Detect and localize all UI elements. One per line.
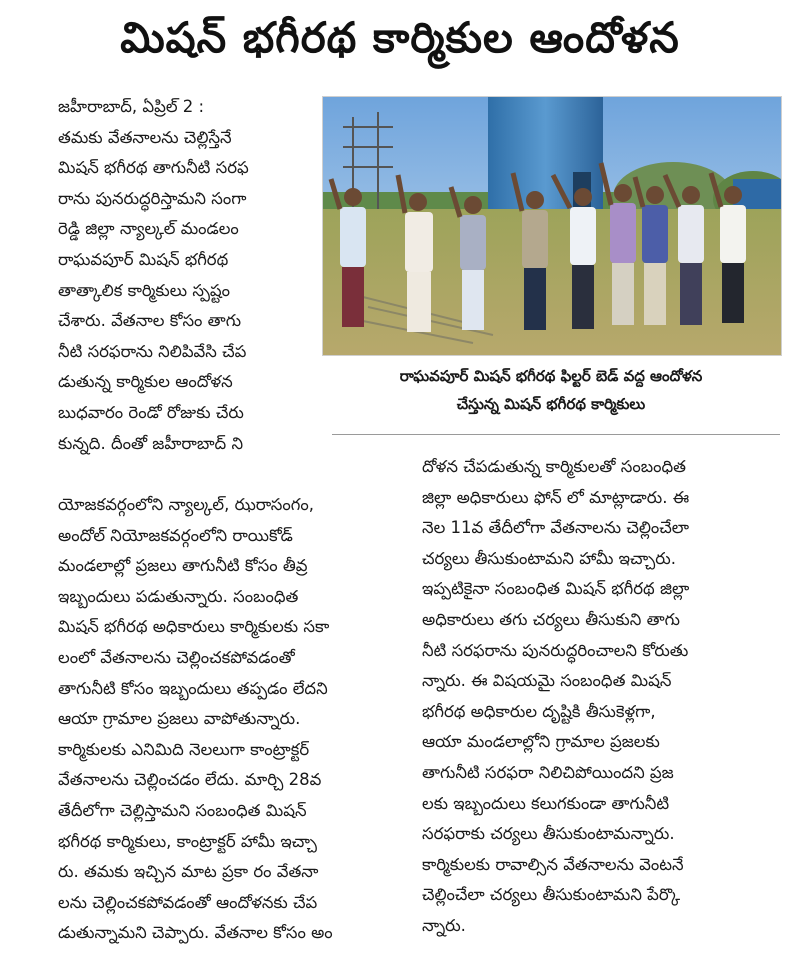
article-line: రాఘవపూర్ మిషన్ భగీరథ xyxy=(58,249,229,269)
article-line: మిషన్ భగీరథ తాగునీటి సరఫ xyxy=(58,158,249,178)
article-line: సరఫరాకు చర్యలు తీసుకుంటామన్నారు. xyxy=(422,824,675,844)
article-line: మండలాల్లో ప్రజలు తాగునీటి కోసం తీవ్ర xyxy=(58,556,308,576)
article-line: ఇప్పటికైనా సంబంధిత మిషన్ భగీరథ జిల్లా xyxy=(422,579,690,599)
article-line: లను చెల్లించకపోవడంతో ఆందోళనకు చేప xyxy=(58,892,318,912)
article-line: రెడ్డి జిల్లా న్యాల్కల్ మండలం xyxy=(58,219,239,239)
article-line: ఇబ్బందులు పడుతున్నారు. సంబంధిత xyxy=(58,586,299,606)
article-line: లంలో వేతనాలను చెల్లించకపోవడంతో xyxy=(58,647,295,667)
article-line: తేదీలోగా చెల్లిస్తామని సంబంధిత మిషన్ xyxy=(58,800,307,820)
caption-line-2: చేస్తున్న మిషన్ భగీరథ కార్మికులు xyxy=(456,395,646,413)
article-column-1-continued xyxy=(58,490,408,949)
article-line: లకు ఇబ్బందులు కలుగకుండా తాగునీటి xyxy=(422,793,670,813)
article-line: తాగునీటి సరఫరా నిలిచిపోయిందని ప్రజ xyxy=(422,762,674,782)
article-line: డుతున్న కార్మికుల ఆందోళన xyxy=(58,372,233,392)
article-line: నీటి సరఫరాను నిలిపివేసి చేప xyxy=(58,341,247,361)
article-line: చర్యలు తీసుకుంటామని హామీ ఇచ్చారు. xyxy=(422,548,676,568)
article-line: న్నారు. xyxy=(422,915,466,935)
article-line: మిషన్ భగీరథ అధికారులు కార్మికులకు సకా xyxy=(58,617,330,637)
article-column-2 xyxy=(422,452,782,942)
workers-protest-photo xyxy=(323,97,781,355)
photo-caption xyxy=(322,362,780,418)
article-line: కార్మికులకు రావాల్సిన వేతనాలను వెంటనే xyxy=(422,854,684,874)
article-line: భగీరథ కార్మికులు, కాంట్రాక్టర్ హామీ ఇచ్చా xyxy=(58,831,317,851)
article-line: ఆయా మండలాల్లోని గ్రామాల ప్రజలకు xyxy=(422,732,660,752)
article-line: నీటి సరఫరాను పునరుద్ధరించాలని కోరుతు xyxy=(422,640,689,660)
article-line: యోజకవర్గంలోని న్యాల్కల్, ఝరాసంగం, xyxy=(58,495,314,514)
article-line: వేతనాలను చెల్లించడం లేదు. మార్చి 28వ xyxy=(58,770,322,790)
article-line: నెల 11వ తేదీలోగా వేతనాలను చెల్లించేలా xyxy=(422,518,690,538)
article-line: కార్మికులకు ఎనిమిది నెలలుగా కాంట్రాక్టర్ xyxy=(58,739,310,759)
article-column-1 xyxy=(58,92,320,459)
article-line: రాను పునరుద్ధరిస్తామని సంగా xyxy=(58,188,247,208)
article-line: దోళన చేపడుతున్న కార్మికులతో సంబంధిత xyxy=(422,457,686,476)
caption-line-1: రాఘవపూర్ మిషన్ భగీరథ ఫిల్టర్ బెడ్ వద్ద ఆందోళన xyxy=(399,367,703,385)
article-line: తమకు వేతనాలను చెల్లిస్తేనే xyxy=(58,127,232,147)
article-line: చెల్లించేలా చర్యలు తీసుకుంటామని పేర్కొ xyxy=(422,885,681,905)
article-line: కున్నది. దీంతో జహీరాబాద్ ని xyxy=(58,433,244,453)
headline: మిషన్ భగీరథ కార్మికుల ఆందోళన xyxy=(120,13,680,62)
caption-divider xyxy=(332,434,780,435)
article-line: జహీరాబాద్, ఏప్రిల్ 2 : xyxy=(58,97,205,116)
article-line: డుతున్నామని చెప్పారు. వేతనాల కోసం అం xyxy=(58,923,333,943)
article-line: ఆయా గ్రామాల ప్రజలు వాపోతున్నారు. xyxy=(58,709,301,729)
article-line: చేశారు. వేతనాల కోసం తాగు xyxy=(58,311,242,331)
article-line: తాత్కాలిక కార్మికులు స్పష్టం xyxy=(58,280,231,300)
article-line: అధికారులు తగు చర్యలు తీసుకుని తాగు xyxy=(422,609,680,629)
article-line: భగీరథ అధికారుల దృష్టికి తీసుకెళ్లగా, xyxy=(422,701,656,721)
article-line: బుధవారం రెండో రోజుకు చేరు xyxy=(58,402,244,422)
news-photo xyxy=(322,96,782,356)
article-line: రు. తమకు ఇచ్చిన మాట ప్రకా రం వేతనా xyxy=(58,862,319,882)
article-line: జిల్లా అధికారులు ఫోన్ లో మాట్లాడారు. ఈ xyxy=(422,487,690,507)
article-line: న్నారు. ఈ విషయమై సంబంధిత మిషన్ xyxy=(422,671,672,691)
article-line: అందోల్ నియోజకవర్గంలోని రాయికోడ్ xyxy=(58,525,293,545)
article-line: తాగునీటి కోసం ఇబ్బందులు తప్పడం లేదని xyxy=(58,678,328,698)
